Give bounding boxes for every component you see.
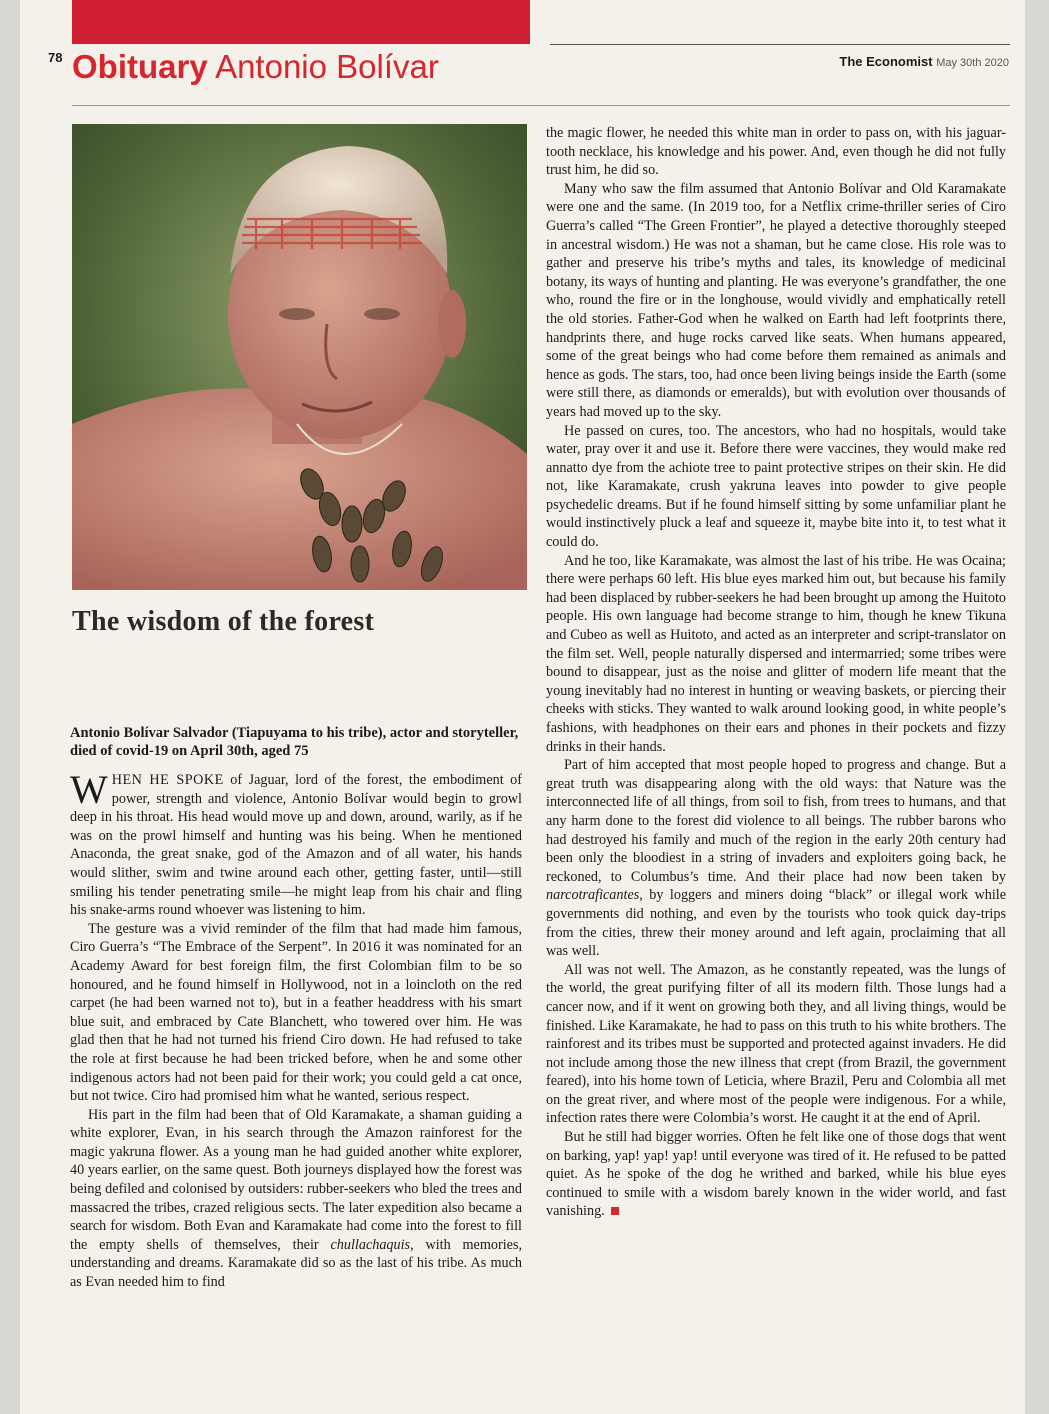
portrait-illustration [72,124,527,590]
paragraph-6: And he too, like Karamakate, was almost the last of his tribe. He was Ocaina; there were perhaps 60 left. His blue eyes marked him out, but because his family had been displaced by rubber-seekers he had been brought up among the Huitoto people. His own language had become strange to him, though he knew Tikuna and Cubeo as well as Huitoto, and acted as an interpreter and script-translator on the film set. Well, people naturally dispersed and intermarried; some tribes were bound to disappear, just as the noise and glitter of modern life meant that the young inevitably had no interest in hunting or weaving baskets, or piercing their cheeks with sticks. They wanted to walk around looking good, in white people’s fashions, with headphones on their ears and phones in their pockets and fizzy drinks in their hands. [546,552,1006,755]
paragraph-3-text-a: His part in the film had been that of Old Karamakate, a shaman guiding a white explorer, Evan, in his search through the Amazon rainforest for the magic yakruna flower. As a young man he had guided another white explorer, 40 years earlier, on the same quest. Both journeys displayed how the forest was being defiled and colonised by outsiders: rubber-seekers who bled the trees and massacred the tribes, crazed religious sects. The later expedition also became a search for wisdom. Both Evan and Karamakate had come into the forest to fill the empty shells of themselves, their [70,1106,522,1253]
magazine-page [20,0,1025,1414]
article-standfirst: Antonio Bolívar Salvador (Tiapuyama to his tribe), actor and storyteller, died of covid-19 on April 30th, aged 75 [70,725,519,759]
paragraph-2: The gesture was a vivid reminder of the film that had made him famous, Ciro Guerra’s “The Embrace of the Serpent”. In 2016 it was nominated for an Academy Award for best foreign film, the first Colombian film to be so honoured, and he found himself in Hollywood, not in a loincloth on the red carpet (he had been warned not to), but in a feather headdress with his smart blue suit, and embraced by Cate Blanchett, who towered over him. He was glad then that he had not turned his friend Ciro down. He had refused to take the role at first because he had been tricked before, when he and some other indigenous actors had not been paid for their work; you could geld a cat once, but not twice. Ciro had promised him what he wanted, serious respect. [70,920,522,1105]
paragraph-7 [546,756,1006,961]
issue-date: May 30th 2020 [936,57,1009,69]
paragraph-7-text-a: Part of him accepted that most people hoped to progress and change. But a great truth was disappearing along with the old ways: that Nature was the interconnected life of all things, from soil to fish, from trees to humans, and that any harm done to the forest did violence to all beings. The rubber barons who had destroyed his family and much of the region in the early 20th century had been only the bloodiest in a string of invaders and exploiters going back, he reckoned, to Columbus’s time. And their place had now been taken by [546,757,1006,885]
top-rule [550,44,1010,45]
paragraph-9-text: But he still had bigger worries. Often he felt like one of those dogs that went on barking, yap! yap! yap! until everyone was tired of it. He refused to be patted quiet. As he spoke of the dog he writhed and barked, while his blue eyes continued to smile with a wisdom barely known in the wider world, and fast vanishing. [546,1129,1006,1220]
paragraph-7-italic: narcotraficantes [546,887,640,904]
paragraph-3-continued: the magic flower, he needed this white man in order to pass on, with his jaguar-tooth necklace, his knowledge and his power. And, even though he did not fully trust him, he did so. [546,125,1006,179]
drop-cap: W [70,767,108,812]
section-label: Obituary [72,48,208,85]
paragraph-3-text-b: , with memories, understanding and dreams. Karamakate did so as the last of his tribe. As much as Evan needed him to find [70,1236,523,1291]
paragraph-7-text-b: , by loggers and miners doing “black” or illegal work while governments did nothing, and even by the tourists who took quick day-trips from the cities, threw their money around and left again, proclaiming that all was well. [546,887,1006,960]
header-rule [72,105,1010,106]
paragraph-4: Many who saw the film assumed that Antonio Bolívar and Old Karamakate were one and the same. (In 2019 too, for a Netflix crime-thriller series of Ciro Guerra’s called “The Green Frontier”, he played a detective thoroughly steeped in ancestral wisdom.) He was not a shaman, but he came close. His role was to gather and preserve his tribe’s myths and tales, its knowledge of medicinal botany, its ways of hunting and planting. He was everyone’s grandfather, the one who, round the fire or in the longhouse, would vividly and emphatically retell the old stories. Father-God when he walked on Earth had left footprints there, handprints there, and huge rocks carved like seats. When humans appeared, some of the great beings who had come before them remained as animals and hence as gods. The stars, too, had once been living beings inside the Earth (some were still there, as diamonds or emeralds), but with evolution over thousands of years had moved up to the sky. [546,180,1006,420]
paragraph-3-italic: chullachaquis [330,1236,411,1253]
paragraph-1-text: of Jaguar, lord of the forest, the embodiment of power, strength and violence, Antonio Bolívar would begin to growl deep in his throat. His head would move up and down, around, warily, as if he was on the prowl himself and hunting was his being. When he mentioned Anaconda, the great snake, god of the Amazon and of all water, his hands would slither, swim and twine around each other, getting faster, until—still smiling his tender penetrating smile—he might leap from his chair and fling his snake-arms round whoever was listening to him. [70,772,522,919]
publication-name: The Economist [839,54,933,69]
paragraph-1 [70,767,522,920]
article-headline: The wisdom of the forest [72,606,375,637]
article-column-right [546,124,1006,1221]
page-header [44,48,1009,100]
lead-caps: HEN HE SPOKE [111,772,224,788]
section-title [72,48,439,86]
paragraph-3 [70,1106,522,1292]
paragraph-8: All was not well. The Amazon, as he constantly repeated, was the lungs of the world, the great purifying filter of all its modern filth. Those lungs had a cancer now, and if it went on growing both they, and all living things, would be finished. Like Karamakate, he had to pass on this truth to his white brothers. The rainforest and its tribes must be supported and protected against invaders. He did not include among those the new illness that crept (from Brazil, the government feared), into his home town of Leticia, where Brazil, Peru and Colombia all met on the great river, and where most of the people were indigenous. For a while, infection rates there were Colombia’s worst. He caught it at the end of April. [546,961,1006,1127]
publication-line [839,54,1009,69]
paragraph-9 [546,1128,1006,1221]
page-number: 78 [48,50,63,65]
red-header-bar [72,0,530,44]
paragraph-5: He passed on cures, too. The ancestors, who had no hospitals, would take water, pray over it and use it. Before there were vaccines, they would make red annatto dye from the achiote tree to paint protective stripes on their skin. He did not, like Karamakate, crush yakruna leaves into powder to give people psychedelic dreams. But if he found himself sitting by some unfamiliar plant he would instinctively pluck a leaf and squeeze it, maybe bite into it, to test what it could do. [546,422,1006,551]
section-subject: Antonio Bolívar [215,48,439,85]
article-column-left [70,767,523,1292]
end-mark [611,1207,619,1215]
portrait-photo [72,124,527,590]
